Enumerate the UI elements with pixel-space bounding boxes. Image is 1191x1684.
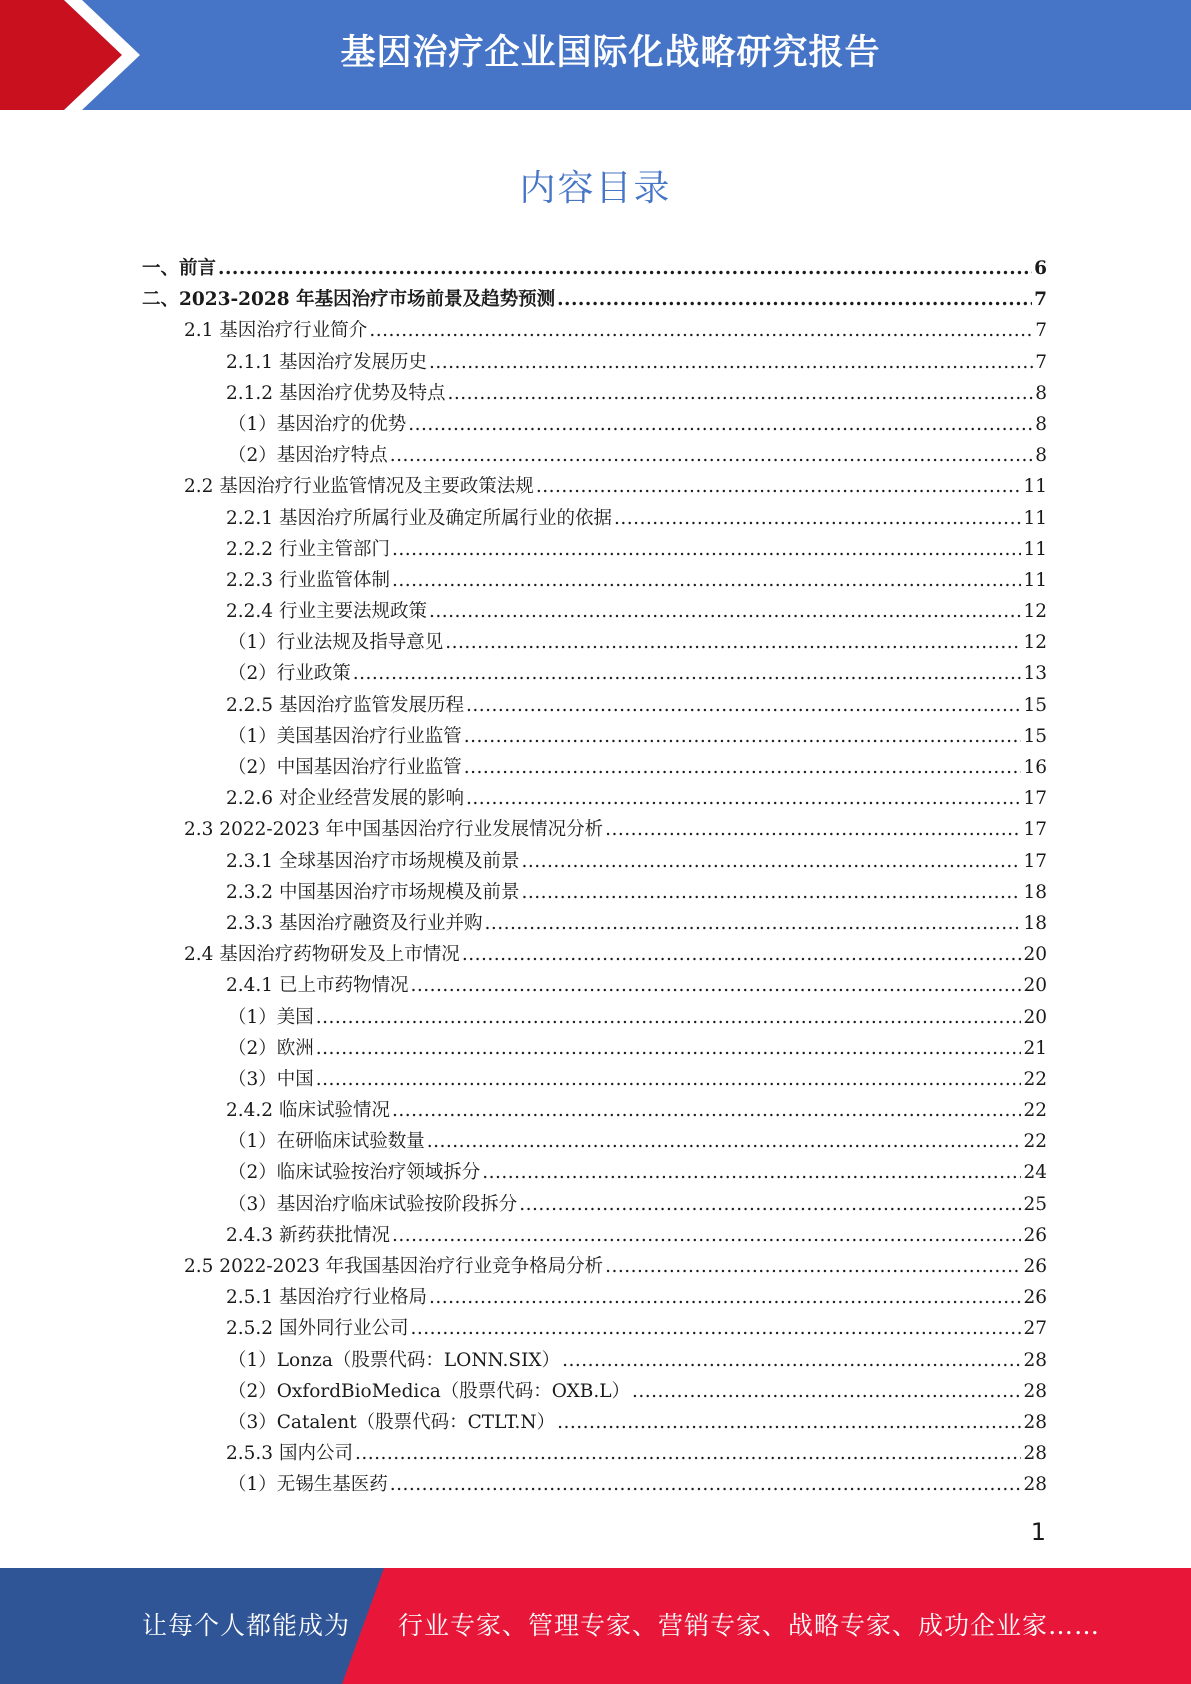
toc-dot-leader	[466, 783, 1021, 814]
toc-entry-page: 27	[1023, 1318, 1047, 1340]
toc-dot-leader	[390, 1469, 1022, 1500]
page-number: 1	[1030, 1518, 1046, 1546]
toc-dot-leader	[521, 846, 1021, 877]
toc-dot-leader	[392, 1095, 1021, 1126]
toc-entry-label: 2.2.5 基因治疗监管发展历程	[226, 694, 464, 716]
toc-entry[interactable]	[142, 814, 1047, 845]
toc-entry-label: （2）欧洲	[228, 1037, 314, 1059]
toc-entry-label: 2.3.3 基因治疗融资及行业并购	[226, 912, 483, 934]
toc-dot-leader	[392, 565, 1021, 596]
table-of-contents	[142, 253, 1047, 1501]
toc-entry-label: 2.1 基因治疗行业简介	[184, 320, 368, 342]
toc-entry[interactable]	[142, 1157, 1047, 1188]
toc-entry-page: 8	[1035, 445, 1047, 467]
toc-entry-page: 26	[1023, 1224, 1047, 1246]
toc-entry-label: （3）基因治疗临床试验按阶段拆分	[228, 1193, 518, 1215]
toc-entry-label: 2.3 2022-2023 年中国基因治疗行业发展情况分析	[184, 819, 604, 841]
toc-entry-page: 8	[1035, 382, 1047, 404]
toc-entry[interactable]	[142, 409, 1047, 440]
toc-entry[interactable]	[142, 503, 1047, 534]
toc-entry-label: （3）Catalent（股票代码：CTLT.N）	[228, 1411, 556, 1433]
toc-dot-leader	[429, 1282, 1021, 1313]
toc-entry[interactable]	[142, 253, 1047, 284]
toc-entry-page: 16	[1023, 757, 1047, 778]
toc-dot-leader	[557, 1407, 1021, 1438]
toc-dot-leader	[447, 378, 1033, 409]
toc-title: 内容目录	[519, 168, 672, 209]
toc-entry-page: 28	[1023, 1380, 1047, 1402]
toc-dot-leader	[353, 658, 1022, 689]
toc-entry-page: 21	[1023, 1037, 1047, 1059]
toc-entry-page: 26	[1023, 1256, 1047, 1277]
toc-entry-page: 13	[1023, 663, 1047, 685]
toc-entry-label: 2.5.1 基因治疗行业格局	[226, 1287, 427, 1309]
toc-dot-leader	[369, 315, 1033, 346]
toc-entry-label: 2.5.2 国外同行业公司	[226, 1318, 409, 1340]
toc-entry-page: 26	[1023, 1287, 1047, 1309]
toc-entry[interactable]	[142, 877, 1047, 908]
toc-entry[interactable]	[142, 534, 1047, 565]
toc-entry-page: 22	[1023, 1068, 1047, 1090]
report-title: 基因治疗企业国际化战略研究报告	[340, 33, 881, 73]
toc-entry-label: 2.4.1 已上市药物情况	[226, 975, 409, 997]
toc-dot-leader	[408, 409, 1033, 440]
toc-dot-leader	[562, 1345, 1021, 1376]
toc-entry-label: 2.5.3 国内公司	[226, 1443, 353, 1465]
toc-entry-page: 11	[1023, 476, 1047, 498]
toc-dot-leader	[218, 253, 1032, 284]
toc-entry[interactable]	[142, 1064, 1047, 1095]
toc-entry[interactable]	[142, 1033, 1047, 1064]
toc-entry[interactable]	[142, 783, 1047, 814]
toc-entry[interactable]	[142, 1407, 1047, 1438]
toc-entry-page: 8	[1035, 413, 1047, 435]
toc-entry-page: 20	[1023, 1006, 1047, 1028]
toc-entry-page: 18	[1023, 912, 1047, 934]
toc-entry-label: 2.1.1 基因治疗发展历史	[226, 351, 427, 373]
toc-entry-page: 17	[1023, 788, 1047, 810]
toc-entry[interactable]	[142, 908, 1047, 939]
toc-entry-label: （1）美国基因治疗行业监管	[228, 725, 462, 747]
toc-entry[interactable]	[142, 1313, 1047, 1344]
toc-entry-page: 11	[1023, 569, 1047, 591]
toc-entry[interactable]	[142, 658, 1047, 689]
toc-entry[interactable]	[142, 1251, 1047, 1282]
toc-entry-label: 2.4 基因治疗药物研发及上市情况	[184, 944, 460, 966]
toc-entry-label: 2.3.2 中国基因治疗市场规模及前景	[226, 881, 520, 903]
toc-entry[interactable]	[142, 596, 1047, 627]
toc-entry-page: 12	[1023, 601, 1047, 623]
toc-entry-label: （1）基因治疗的优势	[228, 413, 407, 435]
toc-entry-label: 一、前言	[142, 258, 217, 279]
toc-entry-page: 22	[1023, 1100, 1047, 1122]
toc-entry[interactable]	[142, 440, 1047, 471]
toc-entry[interactable]	[142, 1002, 1047, 1033]
toc-entry-label: 2.1.2 基因治疗优势及特点	[226, 382, 446, 404]
toc-entry[interactable]	[142, 284, 1047, 315]
toc-entry[interactable]	[142, 1345, 1047, 1376]
toc-dot-leader	[605, 1251, 1021, 1282]
toc-entry-label: （2）临床试验按治疗领域拆分	[228, 1162, 481, 1184]
toc-entry-label: 2.2.2 行业主管部门	[226, 538, 390, 560]
toc-dot-leader	[462, 939, 1022, 970]
toc-dot-leader	[392, 534, 1021, 565]
toc-entry-page: 18	[1023, 881, 1047, 903]
toc-entry-label: 2.2.1 基因治疗所属行业及确定所属行业的依据	[226, 507, 612, 529]
toc-entry-page: 15	[1023, 725, 1047, 747]
toc-dot-leader	[316, 1064, 1022, 1095]
toc-entry[interactable]	[142, 565, 1047, 596]
toc-entry[interactable]	[142, 939, 1047, 970]
toc-entry-page: 6	[1034, 258, 1047, 279]
toc-dot-leader	[316, 1033, 1022, 1064]
toc-dot-leader	[605, 814, 1021, 845]
toc-entry-page: 20	[1023, 944, 1047, 966]
toc-dot-leader	[410, 970, 1021, 1001]
toc-entry[interactable]	[142, 846, 1047, 877]
toc-dot-leader	[484, 908, 1021, 939]
toc-entry[interactable]	[142, 1469, 1047, 1500]
toc-entry-label: 2.4.2 临床试验情况	[226, 1100, 390, 1122]
toc-entry-label: 2.2.6 对企业经营发展的影响	[226, 788, 464, 810]
toc-entry-label: （1）美国	[228, 1006, 314, 1028]
toc-dot-leader	[632, 1376, 1021, 1407]
toc-dot-leader	[557, 284, 1032, 315]
toc-entry-label: 2.5 2022-2023 年我国基因治疗行业竞争格局分析	[184, 1256, 604, 1277]
toc-entry-label: （2）基因治疗特点	[228, 445, 388, 467]
toc-dot-leader	[536, 471, 1022, 502]
toc-entry[interactable]	[142, 970, 1047, 1001]
toc-entry-label: 2.3.1 全球基因治疗市场规模及前景	[226, 850, 520, 872]
toc-entry-page: 28	[1023, 1474, 1047, 1496]
toc-entry-label: （1）Lonza（股票代码：LONN.SIX）	[228, 1349, 561, 1371]
toc-dot-leader	[519, 1189, 1021, 1220]
toc-entry-label: 2.2 基因治疗行业监管情况及主要政策法规	[184, 476, 534, 498]
toc-entry[interactable]	[142, 471, 1047, 502]
toc-dot-leader	[355, 1438, 1022, 1469]
toc-entry-page: 22	[1023, 1131, 1047, 1153]
toc-dot-leader	[614, 503, 1021, 534]
toc-dot-leader	[466, 690, 1021, 721]
toc-dot-leader	[427, 1126, 1022, 1157]
toc-entry[interactable]	[142, 1095, 1047, 1126]
toc-entry-label: 二、2023-2028 年基因治疗市场前景及趋势预测	[142, 289, 556, 311]
toc-dot-leader	[410, 1313, 1021, 1344]
toc-entry-page: 25	[1023, 1193, 1047, 1215]
toc-entry-page: 7	[1035, 320, 1047, 342]
toc-dot-leader	[521, 877, 1021, 908]
toc-entry-label: （2）行业政策	[228, 663, 351, 685]
toc-entry-page: 12	[1023, 632, 1047, 654]
toc-entry-page: 28	[1023, 1349, 1047, 1371]
toc-entry-page: 24	[1023, 1162, 1047, 1184]
toc-entry-label: （1）无锡生基医药	[228, 1474, 388, 1496]
toc-entry[interactable]	[142, 1189, 1047, 1220]
toc-entry[interactable]	[142, 1282, 1047, 1313]
toc-dot-leader	[316, 1002, 1022, 1033]
toc-entry-label: （2）OxfordBioMedica（股票代码：OXB.L）	[228, 1380, 631, 1402]
toc-entry-page: 11	[1023, 507, 1047, 529]
toc-entry-page: 17	[1023, 850, 1047, 872]
toc-entry[interactable]	[142, 1220, 1047, 1251]
toc-dot-leader	[445, 627, 1021, 658]
toc-entry-label: 2.2.4 行业主要法规政策	[226, 601, 427, 623]
toc-entry[interactable]	[142, 752, 1047, 783]
toc-entry[interactable]	[142, 690, 1047, 721]
toc-entry[interactable]	[142, 721, 1047, 752]
toc-dot-leader	[429, 347, 1033, 378]
toc-dot-leader	[429, 596, 1021, 627]
toc-entry-label: （1）在研临床试验数量	[228, 1131, 425, 1153]
footer-slogan-right: 行业专家、管理专家、营销专家、战略专家、成功企业家……	[398, 1611, 1101, 1640]
toc-entry[interactable]	[142, 378, 1047, 409]
toc-entry[interactable]	[142, 1126, 1047, 1157]
toc-dot-leader	[390, 440, 1033, 471]
toc-dot-leader	[464, 721, 1022, 752]
footer-slogan-left: 让每个人都能成为	[142, 1611, 351, 1640]
toc-dot-leader	[392, 1220, 1021, 1251]
toc-entry[interactable]	[142, 315, 1047, 346]
toc-entry-page: 11	[1023, 538, 1047, 560]
toc-entry-label: （3）中国	[228, 1068, 314, 1090]
toc-entry-page: 7	[1034, 289, 1047, 311]
toc-entry-page: 28	[1023, 1411, 1047, 1433]
toc-dot-leader	[482, 1157, 1021, 1188]
toc-entry-page: 15	[1023, 694, 1047, 716]
toc-entry[interactable]	[142, 627, 1047, 658]
toc-entry-label: （1）行业法规及指导意见	[228, 632, 444, 654]
toc-entry[interactable]	[142, 1438, 1047, 1469]
toc-entry-label: （2）中国基因治疗行业监管	[228, 757, 462, 778]
toc-entry-page: 7	[1035, 351, 1047, 373]
toc-entry-page: 17	[1023, 819, 1047, 841]
toc-dot-leader	[464, 752, 1022, 783]
toc-entry-page: 20	[1023, 975, 1047, 997]
toc-entry[interactable]	[142, 347, 1047, 378]
toc-entry[interactable]	[142, 1376, 1047, 1407]
toc-entry-page: 28	[1023, 1443, 1047, 1465]
toc-entry-label: 2.2.3 行业监管体制	[226, 569, 390, 591]
toc-entry-label: 2.4.3 新药获批情况	[226, 1224, 390, 1246]
